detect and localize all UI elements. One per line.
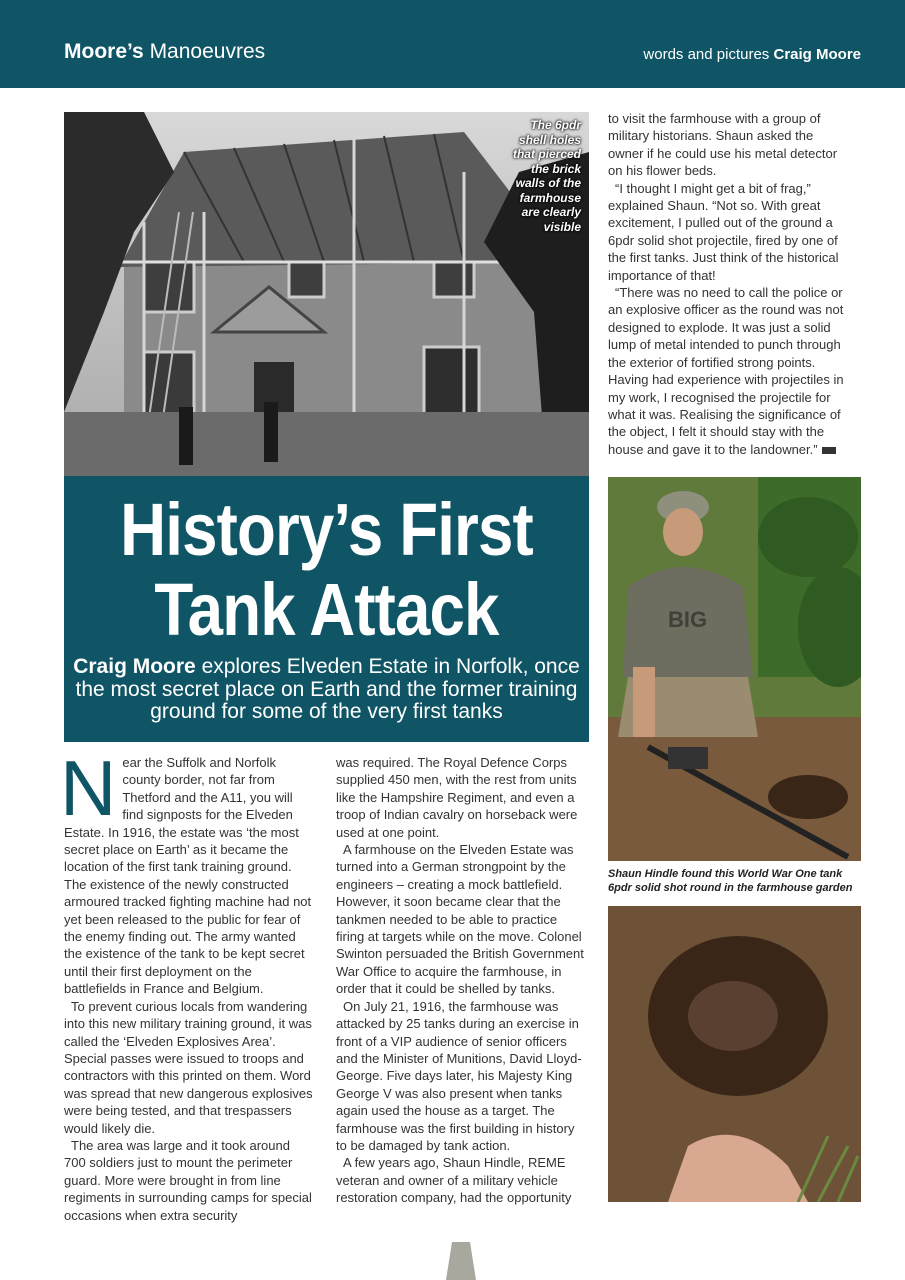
series-title-bold: Moore’s [64,40,144,63]
dropcap: N [60,744,117,832]
byline-name: Craig Moore [773,46,861,63]
byline [643,46,861,63]
standfirst-author: Craig Moore [73,655,196,678]
paragraph: On July 21, 1916, the farmhouse was attacked by 25 tanks during an exercise in front of a VIP audience of senior officers and the Minister of Munitions, David Lloyd-George. Five days later, his Majesty King George V was also present when tanks again used the house as a target. The farmhouse was the first building in history to be damaged by tank action. [336,998,582,1153]
header-bar [0,0,905,88]
standfirst-text: explores Elveden Estate in Norfolk, once the most secret place on Earth and the former training ground for some of the very first tanks [75,655,580,723]
series-title [64,40,265,64]
shaun-caption: Shaun Hindle found this World War One tank 6pdr solid shot round in the farmhouse garden [608,868,853,894]
paragraph: to visit the farmhouse with a group of military historians. Shaun asked the owner if he could use his metal detector on his flower beds. [608,111,838,179]
farmhouse-caption: The 6pdr shell holes that pierced the brick walls of the farmhouse are clearly visible [512,118,581,234]
end-of-article-icon [822,447,836,454]
paragraph-text: “There was no need to call the police or an explosive officer as the round was not designed to explode. It was just a solid lump of metal intended to punch through the exterior of fortified strong points. Having had experience with projectiles in my work, I recognised the projectile for what it was. Realising the significance of the object, I felt it should stay with the house and gave it to the landowner.” [608,285,844,457]
dig-site-illustration [608,906,861,1202]
paragraph: ear the Suffolk and Norfolk county border, not far from Thetford and the A11, you will find signposts for the Elveden Estate. In 1916, the estate was ‘the most secret place on Earth’ as it became the location of the first tank training ground. The existence of the newly constructed armoured tracked fighting machine had not yet been released to the public for fear of the enemy finding out. The army wanted the existence of the tank to be kept secret until their first deployment on the battlefields in France and Belgium. [64,755,312,997]
dig-site-photo [608,906,861,1202]
paragraph: To prevent curious locals from wandering into this new military training ground, it was called the ‘Elveden Explosives Area’. Special passes were issued to troops and contractors with this printed on them. Word was spread that new dangerous explosives were being tested, and that trespassers would likely die. [64,998,313,1136]
article-column-1 [60,744,314,1224]
article-column-2 [336,754,588,1207]
paragraph: A farmhouse on the Elveden Estate was turned into a German strongpoint by the engineers – creating a mock battlefield. However, it soon became clear that the tankmen needed to be able to practice firing at targets while on the move. Colonel Swinton persuaded the British Government War Office to acquire the farmhouse, in order that it could be shelled by tanks. [336,842,584,997]
paragraph: “I thought I might get a bit of frag,” explained Shaun. “Not so. With great excitement, I pulled out of the ground a 6pdr solid shot projectile, fired by one of the first tanks. Just think of the historical importance of that! [608,180,839,283]
title-line-1: History’s First [120,488,533,571]
series-title-light: Manoeuvres [143,40,266,63]
paragraph: A few years ago, Shaun Hindle, REME veteran and owner of a military vehicle restoration company, had the opportunity [336,1155,572,1206]
paragraph: was required. The Royal Defence Corps supplied 450 men, with the rest from units like the Hampshire Regiment, and even a troop of Indian cavalry on horseback were used at one point. [336,755,578,840]
article-title [101,490,553,650]
page-tab-marker [446,1242,476,1280]
farmhouse-photo [64,112,589,476]
title-line-2: Tank Attack [154,568,499,651]
t-shirt-print: BIG [668,607,708,632]
paragraph-last [608,284,852,458]
title-panel [64,476,589,742]
standfirst [72,656,581,724]
shaun-hindle-photo [608,477,861,861]
paragraph: The area was large and it took around 700 soldiers just to mount the perimeter guard. More were brought in from line regiments in surrounding camps for special occasions when extra security [64,1137,312,1223]
shaun-illustration [608,477,861,861]
article-column-3 [608,110,852,458]
byline-prefix: words and pictures [643,46,774,63]
